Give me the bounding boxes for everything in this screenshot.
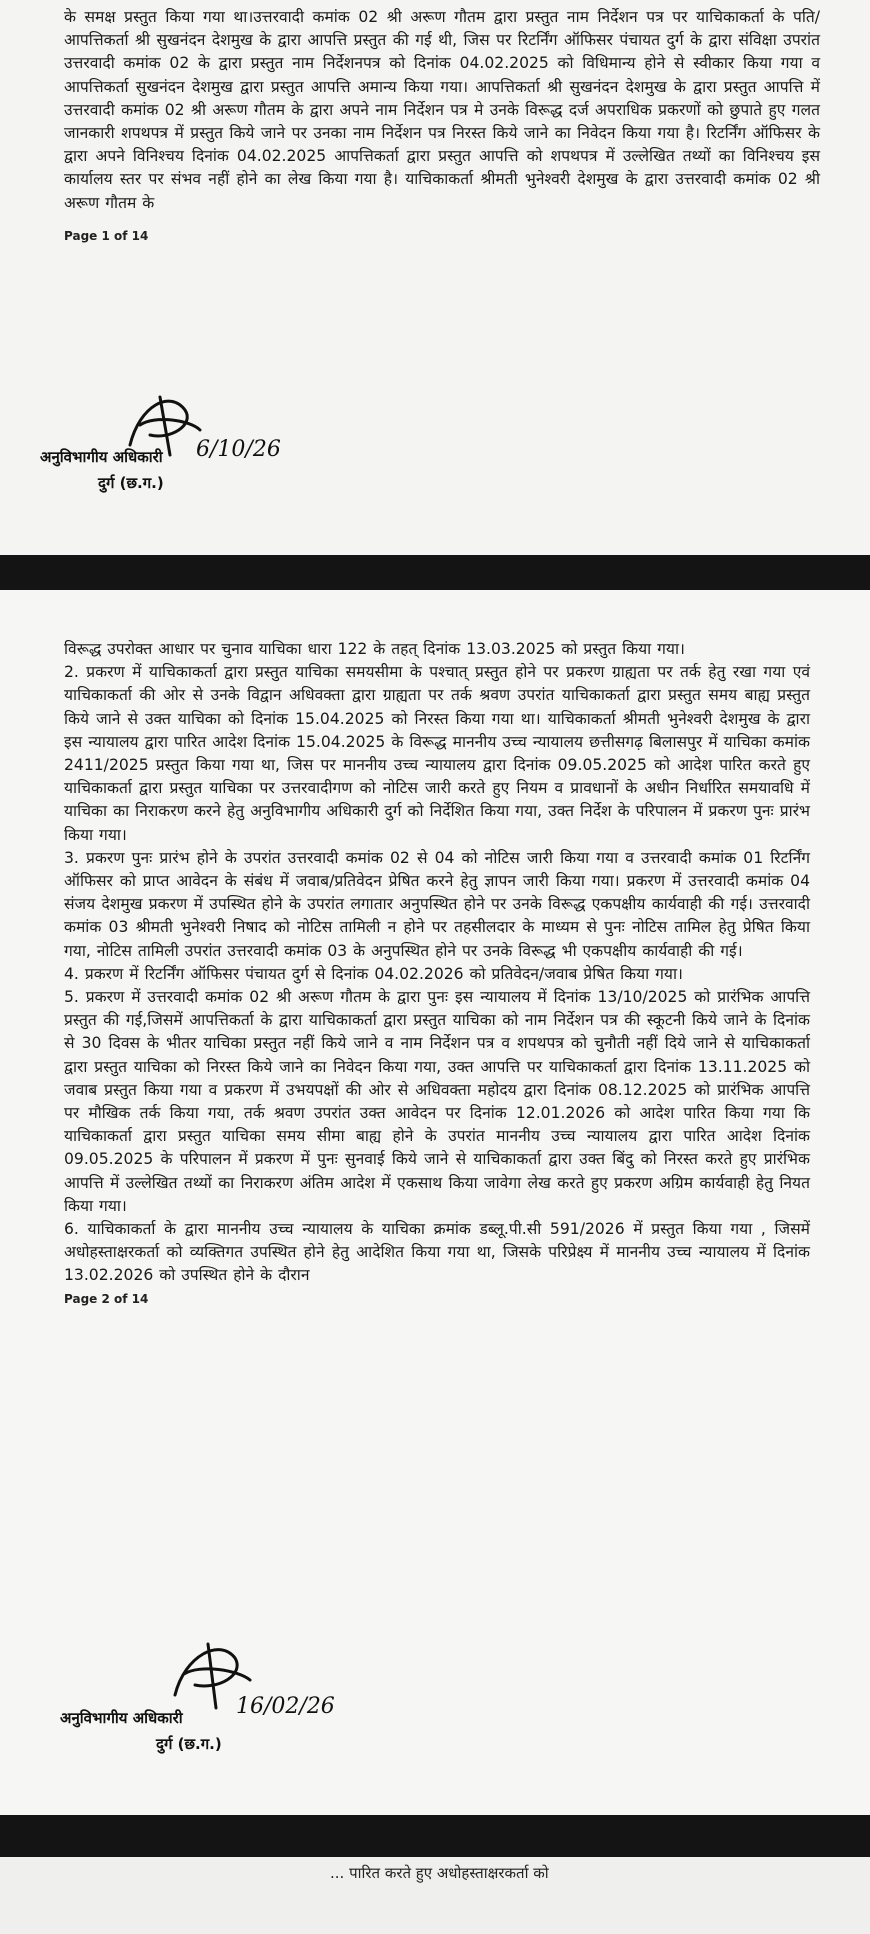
signature-title: अनुविभागीय अधिकारी <box>60 1709 183 1727</box>
page-2-paragraph: 2. प्रकरण में याचिकाकर्ता द्वारा प्रस्तुत याचिका समयसीमा के पश्चात् प्रस्तुत होने पर प्रकरण ग्राह्यता पर तर्क हेतु रखा गया एवं याचिकाकर्ता की ओर से उनके विद्वान अधिवक्ता द्वारा ग्राह्यता पर तर्क श्रवण उपरांत याचिकाकर्ता द्वारा प्रस्तुत समय बाह्य प्रस्तुत किये जाने से उक्त याचिका को दिनांक 15.04.2025 को निरस्त किया गया था। याचिकाकर्ता श्रीमती भुनेश्वरी देशमुख के द्वारा इस न्यायालय द्वारा पारित आदेश दिनांक 15.04.2025 के विरूद्ध माननीय उच्च न्यायालय छत्तीसगढ़ बिलासपुर में याचिका कमांक 2411/2025 प्रस्तुत किया गया था, जिस पर माननीय उच्च न्यायालय द्वारा दिनांक 09.05.2025 को आदेश पारित करते हुए याचिकाकर्ता द्वारा प्रस्तुत याचिका पर उत्तरवादीगण को नोटिस जारी करते हुए नियम व प्रावधानों के अधीन निर्धारित समयावधि में याचिका का निराकरण करने हेतु अनुविभागीय अधिकारी दुर्ग को निर्देशित किया गया, उक्त निर्देश के परिपालन में प्रकरण पुनः प्रारंभ किया गया। <box>64 663 810 844</box>
signature-block <box>60 1630 380 1760</box>
signature-date: 6/10/26 <box>196 437 281 462</box>
document-page-2 <box>0 590 870 1815</box>
page-2-paragraph: 6. याचिकाकर्ता के द्वारा माननीय उच्च न्यायालय के याचिका क्रमांक डब्लू.पी.सी 591/2026 में प्रस्तुत किया गया , जिसमें अधोहस्ताक्षरकर्ता को व्यक्तिगत उपस्थित होने हेतु आदेशित किया गया था, जिसके परिप्रेक्ष्य में माननीय उच्च न्यायालय में दिनांक 13.02.2026 को उपस्थित होने के दौरान <box>64 1220 810 1285</box>
signature-office: दुर्ग (छ.ग.) <box>98 474 164 492</box>
page-2-paragraph: 5. प्रकरण में उत्तरवादी कमांक 02 श्री अरूण गौतम के द्वारा पुनः इस न्यायालय में दिनांक 13/10/2025 को प्रारंभिक आपत्ति प्रस्तुत की गई,जिसमें आपत्तिकर्ता के द्वारा याचिकाकर्ता द्वारा प्रस्तुत याचिका को नाम निर्देशन पत्र की स्कूटनी किये जाने के दिनांक से 30 दिवस के भीतर याचिका प्रस्तुत नहीं किये जाने व नाम निर्देशन पत्र व शपथपत्र को चुनौती नहीं दिये जाने से याचिकाकर्ता द्वारा प्रस्तुत याचिका को निरस्त किये जाने का निवेदन किया गया, उक्त आपत्ति पर याचिकाकर्ता द्वारा दिनांक 13.11.2025 को जवाब प्रस्तुत किया गया व प्रकरण में उभयपक्षों की ओर से अधिवक्ता महोदय द्वारा दिनांक 08.12.2025 को प्रारंभिक आपत्ति पर मौखिक तर्क किया गया, तर्क श्रवण उपरांत उक्त आवेदन पर दिनांक 12.01.2026 को आदेश पारित किया गया कि याचिकाकर्ता द्वारा प्रस्तुत याचिका समय सीमा बाह्य होने के उपरांत माननीय उच्च न्यायालय द्वारा पारित आदेश दिनांक 09.05.2025 के परिपालन में प्रकरण में पुनः सुनवाई किये जाने से याचिकाकर्ता द्वारा उक्त बिंदु को निरस्त करते हुए प्रारंभिक आपत्ति में उल्लेखित तथ्यों का निराकरण अंतिम आदेश में एकसाथ किया जावेगा लेख करते हुए प्रकरण अग्रिम कार्यवाही हेतु नियत किया गया। <box>64 988 810 1215</box>
signature-block <box>40 385 340 500</box>
page-2-paragraph: 4. प्रकरण में रिटर्निंग ऑफिसर पंचायत दुर्ग से दिनांक 04.02.2026 को प्रतिवेदन/जवाब प्रेषित किया गया। <box>64 964 683 983</box>
page-number: Page 1 of 14 <box>64 228 149 243</box>
document-page-3-partial <box>0 1857 870 1934</box>
page-number: Page 2 of 14 <box>64 1291 149 1306</box>
page-2-paragraph: 3. प्रकरण पुनः प्रारंभ होने के उपरांत उत्तरवादी कमांक 02 से 04 को नोटिस जारी किया गया व उत्तरवादी कमांक 01 रिटर्निंग ऑफिसर को प्राप्त आवेदन के संबंध में जवाब/प्रतिवेदन प्रेषित करने हेतु ज्ञापन जारी किया गया। प्रकरण में उत्तरवादी कमांक 04 संजय देशमुख प्रकरण में उपस्थित होने के उपरांत लगातार अनुपस्थित होने पर उनके विरूद्ध एकपक्षीय कार्यवाही की गई। उत्तरवादी कमांक 03 श्रीमती भुनेश्वरी निषाद को नोटिस तामिली न होने पर तहसीलदार के माध्यम से पुनः नोटिस तामिल हेतु प्रेषित किया गया, नोटिस तामिली उपरांत उत्तरवादी कमांक 03 के अनुपस्थित होने पर उनके विरूद्ध भी एकपक्षीय कार्यवाही की गई। <box>64 848 810 960</box>
page-2-paragraph: विरूद्ध उपरोक्त आधार पर चुनाव याचिका धारा 122 के तहत् दिनांक 13.03.2025 को प्रस्तुत किया गया। <box>64 640 685 658</box>
signature-title: अनुविभागीय अधिकारी <box>40 448 163 466</box>
signature-office: दुर्ग (छ.ग.) <box>156 1735 222 1753</box>
signature-date: 16/02/26 <box>236 1694 335 1719</box>
document-page-1 <box>0 0 870 555</box>
page-1-body-text: के समक्ष प्रस्तुत किया गया था।उत्तरवादी कमांक 02 श्री अरूण गौतम द्वारा प्रस्तुत नाम निर्देशन पत्र पर याचिकाकर्ता के पति/आपत्तिकर्ता श्री सुखनंदन देशमुख के द्वारा आपत्ति प्रस्तुत की गई थी, जिस पर रिटर्निंग ऑफिसर पंचायत दुर्ग के द्वारा संविक्षा उपरांत उत्तरवादी कमांक 02 के द्वारा प्रस्तुत नाम निर्देशनपत्र को दिनांक 04.02.2025 को विधिमान्य होने से स्वीकार किया गया व आपत्तिकर्ता सुखनंदन देशमुख द्वारा प्रस्तुत आपत्ति अमान्य किया गया। आपत्तिकर्ता श्री सुखनंदन देशमुख के द्वारा प्रस्तुत आपत्ति में उत्तरवादी कमांक 02 श्री अरूण गौतम के द्वारा अपने नाम निर्देशन पत्र मे उनके विरूद्ध दर्ज अपराधिक प्रकरणों को छुपाते हुए गलत जानकारी शपथपत्र में प्रस्तुत किये जाने पर उनका नाम निर्देशन पत्र निरस्त किये जाने का निवेदन किया गया है। रिटर्निंग ऑफिसर के द्वारा अपने विनिश्चय दिनांक 04.02.2025 आपत्तिकर्ता द्वारा प्रस्तुत आपत्ति को शपथपत्र में उल्लेखित तथ्यों का विनिश्चय इस कार्यालय स्तर पर संभव नहीं होने का लेख किया गया है। याचिकाकर्ता श्रीमती भुनेश्वरी देशमुख के द्वारा उत्तरवादी कमांक 02 श्री अरूण गौतम के <box>64 8 820 212</box>
page-3-partial-text: ... पारित करते हुए अधोहस्ताक्षरकर्ता को <box>330 1864 549 1882</box>
